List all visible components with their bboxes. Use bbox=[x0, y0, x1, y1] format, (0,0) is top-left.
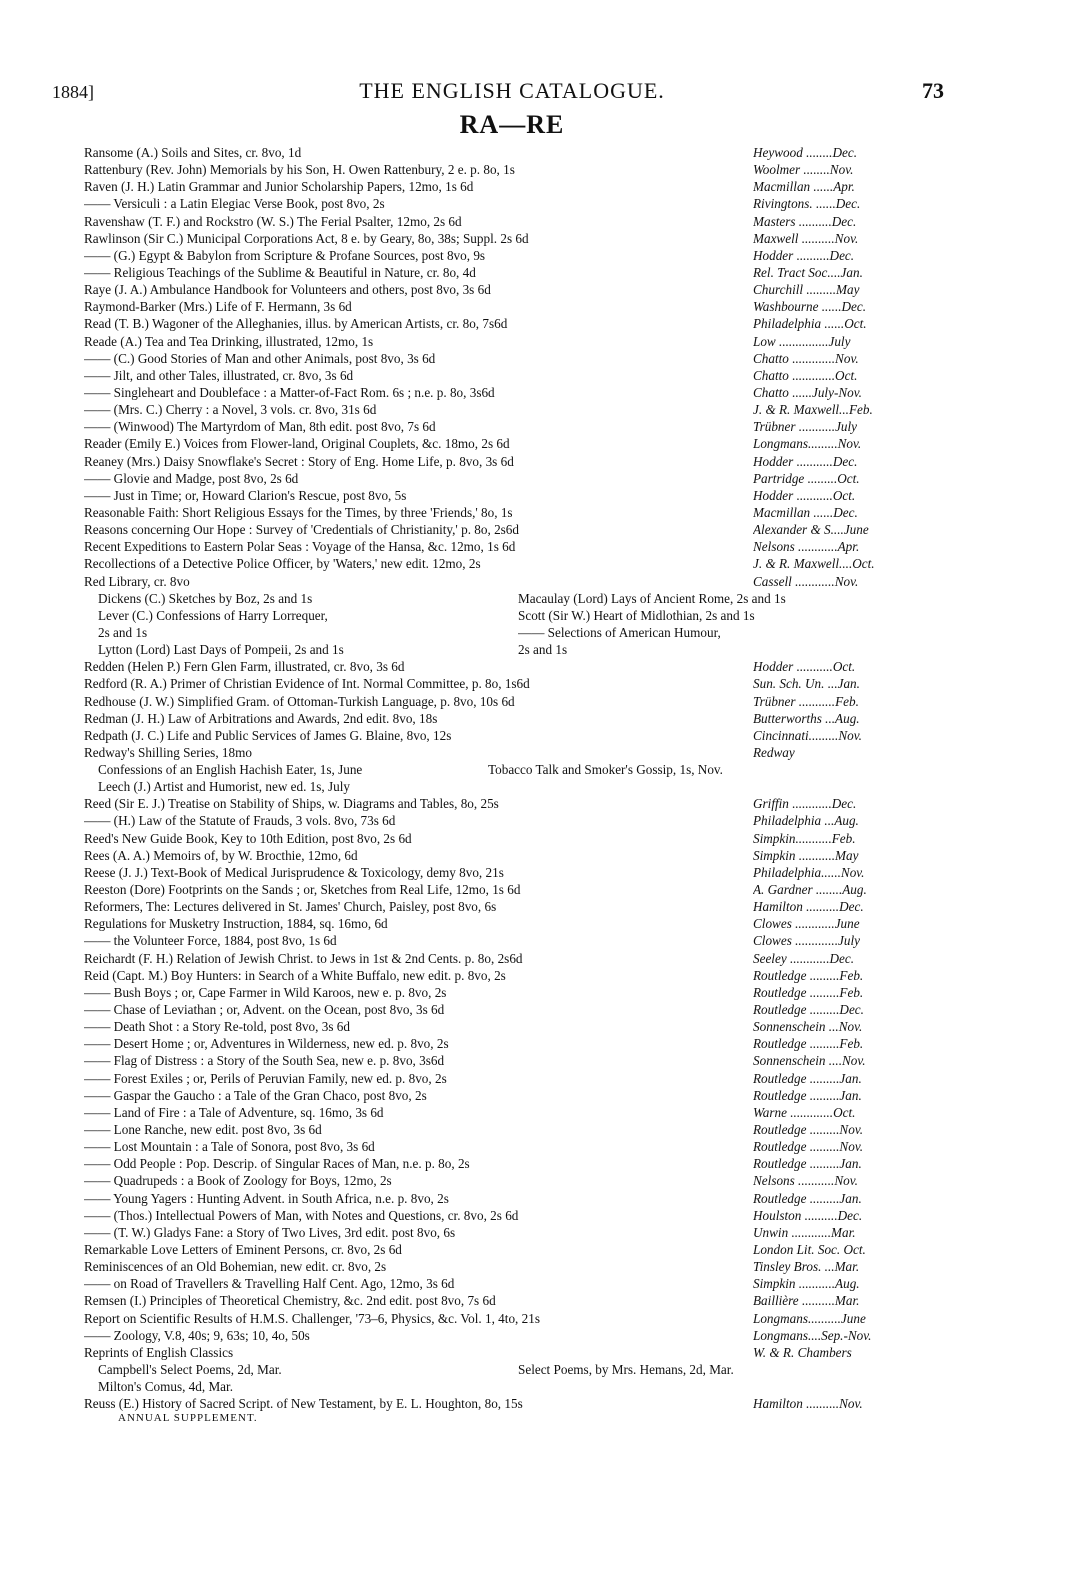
entry-publisher: Redway bbox=[753, 744, 795, 760]
entry-publisher: Routledge .........Feb. bbox=[753, 1036, 864, 1052]
entries-block-1 bbox=[84, 144, 940, 590]
entry-publisher: Sun. Sch. Un. ...Jan. bbox=[753, 676, 860, 692]
entry-title: —— (T. W.) Gladys Fane: a Story of Two Lives, 3rd edit. post 8vo, 6s bbox=[84, 1224, 456, 1240]
entry-publisher: Sonnenschein ....Nov. bbox=[753, 1053, 866, 1069]
catalogue-entry bbox=[84, 401, 940, 418]
entry-title: —— Singleheart and Doubleface : a Matter-of-Fact Rom. 6s ; n.e. p. 8o, 3s6d bbox=[84, 384, 495, 400]
entry-title: —— Jilt, and other Tales, illustrated, cr. 8vo, 3s 6d bbox=[84, 367, 354, 383]
entry-title: —— (Winwood) The Martyrdom of Man, 8th edit. post 8vo, 7s 6d bbox=[84, 419, 436, 435]
catalogue-entry bbox=[84, 1121, 940, 1138]
sub-entry-left: 2s and 1s bbox=[98, 624, 148, 640]
catalogue-entry bbox=[84, 573, 940, 590]
entry-title: Reid (Capt. M.) Boy Hunters: in Search of a White Buffalo, new edit. p. 8vo, 2s bbox=[84, 967, 506, 983]
catalogue-entry bbox=[84, 1258, 940, 1275]
catalogue-entry bbox=[84, 333, 940, 350]
catalogue-entry bbox=[84, 727, 940, 744]
entry-title: Redhouse (J. W.) Simplified Gram. of Ottoman-Turkish Language, p. 8vo, 10s 6d bbox=[84, 693, 515, 709]
page-title: THE ENGLISH CATALOGUE. bbox=[359, 78, 665, 103]
catalogue-entry bbox=[84, 555, 940, 572]
entry-publisher: Routledge .........Jan. bbox=[753, 1190, 862, 1206]
entry-title: —— Versiculi : a Latin Elegiac Verse Book, post 8vo, 2s bbox=[84, 196, 385, 212]
catalogue-entry bbox=[84, 1344, 940, 1361]
entry-title: Rees (A. A.) Memoirs of, by W. Brocthie, 12mo, 6d bbox=[84, 847, 358, 863]
catalogue-entry bbox=[84, 1310, 940, 1327]
entry-title: —— Just in Time; or, Howard Clarion's Rescue, post 8vo, 5s bbox=[84, 487, 407, 503]
entry-publisher: Tinsley Bros. ...Mar. bbox=[753, 1259, 860, 1275]
entry-publisher: Routledge .........Nov. bbox=[753, 1139, 863, 1155]
catalogue-entry bbox=[84, 281, 940, 298]
sub-entry-row bbox=[84, 624, 940, 641]
catalogue-entry bbox=[84, 932, 940, 949]
entry-title: Reader (Emily E.) Voices from Flower-land, Original Couplets, &c. 18mo, 2s 6d bbox=[84, 436, 510, 452]
entry-title: —— Quadrupeds : a Book of Zoology for Boys, 12mo, 2s bbox=[84, 1173, 392, 1189]
catalogue-entry bbox=[84, 213, 940, 230]
entry-title: —— (Thos.) Intellectual Powers of Man, with Notes and Questions, cr. 8vo, 2s 6d bbox=[84, 1207, 519, 1223]
entry-publisher: Routledge .........Feb. bbox=[753, 967, 864, 983]
entry-publisher: Routledge .........Jan. bbox=[753, 1087, 862, 1103]
page-header bbox=[52, 78, 944, 108]
catalogue-entry bbox=[84, 1224, 940, 1241]
entry-title: —— on Road of Travellers & Travelling Half Cent. Ago, 12mo, 3s 6d bbox=[84, 1276, 455, 1292]
catalogue-entry bbox=[84, 795, 940, 812]
catalogue-entry bbox=[84, 675, 940, 692]
catalogue-entry bbox=[84, 744, 940, 761]
sub-entry-left: Confessions of an English Hachish Eater, 1s, June bbox=[98, 762, 363, 778]
catalogue-entry bbox=[84, 161, 940, 178]
entry-publisher: Macmillan ......Dec. bbox=[753, 504, 858, 520]
page-year: 1884] bbox=[52, 82, 94, 102]
redway-series-list bbox=[84, 761, 940, 795]
catalogue-entry bbox=[84, 521, 940, 538]
entry-publisher: Hodder ..........Dec. bbox=[753, 247, 855, 263]
entry-publisher: Simpkin...........Feb. bbox=[753, 830, 856, 846]
sub-entry-left: Lytton (Lord) Last Days of Pompeii, 2s and 1s bbox=[98, 642, 344, 658]
catalogue-entry bbox=[84, 264, 940, 281]
entry-publisher: Houlston ..........Dec. bbox=[753, 1207, 863, 1223]
entry-publisher: London Lit. Soc. Oct. bbox=[753, 1242, 866, 1257]
catalogue-entry bbox=[84, 247, 940, 264]
entry-publisher: Rel. Tract Soc....Jan. bbox=[753, 264, 863, 280]
entry-title: —— (C.) Good Stories of Man and other Animals, post 8vo, 3s 6d bbox=[84, 350, 436, 366]
entry-publisher: Partridge .........Oct. bbox=[753, 470, 860, 486]
sub-entry-right: Select Poems, by Mrs. Hemans, 2d, Mar. bbox=[518, 1361, 734, 1377]
entry-publisher: Clowes ............June bbox=[753, 916, 860, 932]
entry-title: Reprints of English Classics bbox=[84, 1344, 234, 1360]
sub-entry-left: Campbell's Select Poems, 2d, Mar. bbox=[98, 1361, 282, 1377]
entry-title: Reeston (Dore) Footprints on the Sands ; or, Sketches from Real Life, 12mo, 1s 6d bbox=[84, 882, 521, 898]
sub-entry-row bbox=[84, 607, 940, 624]
entry-publisher: Churchill .........May bbox=[753, 282, 860, 298]
catalogue-entry bbox=[84, 830, 940, 847]
entry-publisher: Philadelphia......Nov. bbox=[753, 864, 865, 880]
catalogue-entry bbox=[84, 487, 940, 504]
entry-title: Redway's Shilling Series, 18mo bbox=[84, 744, 252, 760]
entry-publisher: Washbourne ......Dec. bbox=[753, 299, 867, 315]
catalogue-entry bbox=[84, 1104, 940, 1121]
entry-title: —— the Volunteer Force, 1884, post 8vo, 1s 6d bbox=[84, 933, 337, 949]
entry-publisher: A. Gardner ........Aug. bbox=[753, 882, 867, 898]
entry-publisher: Longmans..........June bbox=[753, 1310, 866, 1326]
catalogue-entry bbox=[84, 315, 940, 332]
catalogue-entry bbox=[84, 847, 940, 864]
entry-publisher: Cassell ............Nov. bbox=[753, 573, 859, 589]
entry-title: —— Zoology, V.8, 40s; 9, 63s; 10, 4o, 50s bbox=[84, 1327, 310, 1343]
catalogue-entry bbox=[84, 1035, 940, 1052]
entry-title: Rawlinson (Sir C.) Municipal Corporations Act, 8 e. by Geary, 8o, 38s; Suppl. 2s 6d bbox=[84, 230, 529, 246]
sub-entry-right: Macaulay (Lord) Lays of Ancient Rome, 2s and 1s bbox=[518, 590, 786, 606]
entry-title: Red Library, cr. 8vo bbox=[84, 573, 190, 589]
red-library-list bbox=[84, 590, 940, 659]
sub-entry-row bbox=[84, 590, 940, 607]
entry-publisher: Alexander & S....June bbox=[753, 522, 869, 538]
catalogue-entry bbox=[84, 898, 940, 915]
entry-title: Redford (R. A.) Primer of Christian Evidence of Int. Normal Committee, p. 8o, 1s6d bbox=[84, 676, 530, 692]
entry-publisher: Baillière ..........Mar. bbox=[753, 1293, 860, 1309]
entry-title: —— Bush Boys ; or, Cape Farmer in Wild Karoos, new e. p. 8vo, 2s bbox=[84, 984, 447, 1000]
entry-publisher: Hamilton ..........Dec. bbox=[753, 899, 864, 915]
sub-entry-right bbox=[518, 1378, 940, 1395]
entry-title: Redpath (J. C.) Life and Public Services of James G. Blaine, 8vo, 12s bbox=[84, 727, 452, 743]
sub-entry-right: Tobacco Talk and Smoker's Gossip, 1s, Nov. bbox=[488, 762, 723, 778]
catalogue-entry bbox=[84, 1241, 940, 1258]
entry-publisher: Clowes .............July bbox=[753, 933, 860, 949]
catalogue-entry bbox=[84, 693, 940, 710]
entry-publisher: Chatto .............Nov. bbox=[753, 350, 859, 366]
entry-publisher: Griffin ............Dec. bbox=[753, 796, 857, 812]
entry-publisher: Nelsons ...........Nov. bbox=[753, 1173, 858, 1189]
entry-title: Reasonable Faith: Short Religious Essays for the Times, by three 'Friends,' 8o, 1s bbox=[84, 504, 513, 520]
entry-title: —— Religious Teachings of the Sublime & Beautiful in Nature, cr. 8o, 4d bbox=[84, 264, 476, 280]
entry-publisher: Routledge .........Jan. bbox=[753, 1156, 862, 1172]
catalogue-entry bbox=[84, 1172, 940, 1189]
catalogue-entry bbox=[84, 1138, 940, 1155]
sub-entry-left: Lever (C.) Confessions of Harry Lorrequer, bbox=[98, 607, 328, 623]
entry-publisher: Routledge .........Nov. bbox=[753, 1122, 863, 1138]
entry-title: Raymond-Barker (Mrs.) Life of F. Hermann, 3s 6d bbox=[84, 299, 352, 315]
entry-title: Read (T. B.) Wagoner of the Alleghanies, illus. by American Artists, cr. 8o, 7s6d bbox=[84, 316, 508, 332]
catalogue-entry bbox=[84, 812, 940, 829]
catalogue-entry bbox=[84, 1155, 940, 1172]
entry-publisher: Sonnenschein ...Nov. bbox=[753, 1019, 863, 1035]
entry-title: —— Odd People : Pop. Descrip. of Singular Races of Man, n.e. p. 8o, 2s bbox=[84, 1156, 470, 1172]
entry-publisher: Routledge .........Feb. bbox=[753, 984, 864, 1000]
entry-publisher: Philadelphia ......Oct. bbox=[753, 316, 867, 332]
catalogue-entry bbox=[84, 178, 940, 195]
sub-entry-left: Milton's Comus, 4d, Mar. bbox=[98, 1379, 233, 1395]
entry-publisher: Butterworths ...Aug. bbox=[753, 710, 860, 726]
catalogue-entry bbox=[84, 230, 940, 247]
entry-publisher: J. & R. Maxwell...Feb. bbox=[753, 402, 873, 418]
entry-publisher: W. & R. Chambers bbox=[753, 1344, 852, 1360]
sub-entry-row bbox=[84, 1378, 940, 1395]
entry-publisher: Cincinnati.........Nov. bbox=[753, 727, 862, 743]
entry-title: —— Lone Ranche, new edit. post 8vo, 3s 6d bbox=[84, 1122, 322, 1138]
sub-entry-row bbox=[84, 1361, 940, 1378]
entry-publisher: Rivingtons. ......Dec. bbox=[753, 196, 861, 212]
entry-publisher: J. & R. Maxwell....Oct. bbox=[753, 556, 875, 572]
entry-title: Raven (J. H.) Latin Grammar and Junior Scholarship Papers, 12mo, 1s 6d bbox=[84, 179, 474, 195]
sub-entry-right: —— Selections of American Humour, bbox=[518, 624, 721, 640]
entry-title: Reichardt (F. H.) Relation of Jewish Christ. to Jews in 1st & 2nd Cents. p. 8o, 2s6d bbox=[84, 950, 523, 966]
sub-entry-row bbox=[84, 778, 940, 795]
entry-publisher: Longmans.........Nov. bbox=[753, 436, 862, 452]
sub-entry-left: Leech (J.) Artist and Humorist, new ed. 1s, July bbox=[98, 779, 350, 795]
entry-title: Ravenshaw (T. F.) and Rockstro (W. S.) The Ferial Psalter, 12mo, 2s 6d bbox=[84, 213, 462, 229]
entry-publisher: Chatto .............Oct. bbox=[753, 367, 858, 383]
entry-title: Regulations for Musketry Instruction, 1884, sq. 16mo, 6d bbox=[84, 916, 388, 932]
entry-title: Reed's New Guide Book, Key to 10th Edition, post 8vo, 2s 6d bbox=[84, 830, 412, 846]
entry-title: Recollections of a Detective Police Officer, by 'Waters,' new edit. 12mo, 2s bbox=[84, 556, 481, 572]
section-heading: RA—RE bbox=[459, 110, 565, 139]
entry-publisher: Hamilton ..........Nov. bbox=[753, 1396, 863, 1412]
catalogue-entry bbox=[84, 367, 940, 384]
entry-title: Raye (J. A.) Ambulance Handbook for Volunteers and others, post 8vo, 3s 6d bbox=[84, 282, 491, 298]
entry-publisher: Routledge .........Dec. bbox=[753, 1002, 864, 1018]
entry-title: —— (G.) Egypt & Babylon from Scripture & Profane Sources, post 8vo, 9s bbox=[84, 247, 486, 263]
page-number: 73 bbox=[922, 78, 944, 103]
entry-title: Redman (J. H.) Law of Arbitrations and Awards, 2nd edit. 8vo, 18s bbox=[84, 710, 438, 726]
entry-title: —— Forest Exiles ; or, Perils of Peruvian Family, new ed. p. 8vo, 2s bbox=[84, 1070, 447, 1086]
catalogue-entry bbox=[84, 538, 940, 555]
entry-title: Report on Scientific Results of H.M.S. Challenger, '73–6, Physics, &c. Vol. 1, 4to, 21s bbox=[84, 1310, 540, 1326]
catalogue-entry bbox=[84, 1207, 940, 1224]
catalogue-entry bbox=[84, 915, 940, 932]
entry-publisher: Trübner ...........Feb. bbox=[753, 693, 859, 709]
catalogue-entry bbox=[84, 418, 940, 435]
entry-title: Ransome (A.) Soils and Sites, cr. 8vo, 1d bbox=[84, 145, 302, 160]
entry-title: —— Chase of Leviathan ; or, Advent. on the Ocean, post 8vo, 3s 6d bbox=[84, 1002, 445, 1018]
entries-block-2 bbox=[84, 658, 940, 761]
entry-publisher: Hodder ...........Oct. bbox=[753, 487, 856, 503]
sub-entry-right: Scott (Sir W.) Heart of Midlothian, 2s and 1s bbox=[518, 607, 755, 623]
reprints-list bbox=[84, 1361, 940, 1395]
entry-publisher: Nelsons ............Apr. bbox=[753, 539, 860, 555]
sub-entry-row bbox=[84, 761, 940, 778]
entry-title: Reformers, The: Lectures delivered in St. James' Church, Paisley, post 8vo, 6s bbox=[84, 899, 497, 915]
catalogue-page bbox=[52, 78, 944, 1429]
sub-entry-right: 2s and 1s bbox=[518, 642, 568, 658]
entry-publisher: Chatto ......July-Nov. bbox=[753, 384, 862, 400]
catalogue-entry bbox=[84, 1395, 940, 1412]
catalogue-entry bbox=[84, 470, 940, 487]
entry-title: Reminiscences of an Old Bohemian, new edit. cr. 8vo, 2s bbox=[84, 1259, 387, 1275]
catalogue-entry bbox=[84, 1070, 940, 1087]
entry-publisher: Warne .............Oct. bbox=[753, 1104, 856, 1120]
entry-publisher: Hodder ...........Dec. bbox=[753, 453, 858, 469]
entry-publisher: Maxwell ..........Nov. bbox=[753, 230, 859, 246]
entry-title: —— Young Yagers : Hunting Advent. in South Africa, n.e. p. 8vo, 2s bbox=[84, 1190, 449, 1206]
sub-entry-row bbox=[84, 641, 940, 658]
entry-title: Remarkable Love Letters of Eminent Persons, cr. 8vo, 2s 6d bbox=[84, 1242, 402, 1257]
catalogue-entry bbox=[84, 1190, 940, 1207]
catalogue-entry bbox=[84, 984, 940, 1001]
catalogue-entry bbox=[84, 384, 940, 401]
entry-title: —— Flag of Distress : a Story of the South Sea, new e. p. 8vo, 3s6d bbox=[84, 1053, 445, 1069]
entry-title: —— Desert Home ; or, Adventures in Wilderness, new ed. p. 8vo, 2s bbox=[84, 1036, 449, 1052]
entries-block-4 bbox=[84, 1395, 940, 1412]
entry-title: Remsen (I.) Principles of Theoretical Chemistry, &c. 2nd edit. post 8vo, 7s 6d bbox=[84, 1293, 496, 1309]
catalogue-entry bbox=[84, 144, 940, 161]
entry-publisher: Masters ..........Dec. bbox=[753, 213, 857, 229]
entry-publisher: Heywood ........Dec. bbox=[753, 145, 858, 160]
entry-title: —— Land of Fire : a Tale of Adventure, sq. 16mo, 3s 6d bbox=[84, 1104, 384, 1120]
entry-publisher: Simpkin ...........Aug. bbox=[753, 1276, 860, 1292]
entry-title: Reasons concerning Our Hope : Survey of 'Credentials of Christianity,' p. 8o, 2s6d bbox=[84, 522, 519, 538]
catalogue-entry bbox=[84, 864, 940, 881]
entry-title: —— (Mrs. C.) Cherry : a Novel, 3 vols. cr. 8vo, 31s 6d bbox=[84, 402, 377, 418]
catalogue-entry bbox=[84, 1018, 940, 1035]
entry-publisher: Routledge .........Jan. bbox=[753, 1070, 862, 1086]
entry-title: —— Lost Mountain : a Tale of Sonora, post 8vo, 3s 6d bbox=[84, 1139, 375, 1155]
catalogue-entry bbox=[84, 881, 940, 898]
catalogue-entry bbox=[84, 967, 940, 984]
catalogue-entry bbox=[84, 1001, 940, 1018]
catalogue-entry bbox=[84, 950, 940, 967]
entry-publisher: Trübner ...........July bbox=[753, 419, 858, 435]
entry-title: Reed (Sir E. J.) Treatise on Stability of Ships, w. Diagrams and Tables, 8o, 25s bbox=[84, 796, 499, 812]
catalogue-entry bbox=[84, 1087, 940, 1104]
sub-entry-left: Dickens (C.) Sketches by Boz, 2s and 1s bbox=[98, 590, 313, 606]
catalogue-entry bbox=[84, 658, 940, 675]
entry-publisher: Hodder ...........Oct. bbox=[753, 659, 856, 675]
entry-list bbox=[84, 144, 940, 1412]
catalogue-entry bbox=[84, 453, 940, 470]
catalogue-entry bbox=[84, 1052, 940, 1069]
catalogue-entry bbox=[84, 435, 940, 452]
entry-title: Reade (A.) Tea and Tea Drinking, illustrated, 12mo, 1s bbox=[84, 333, 374, 349]
entry-title: Recent Expeditions to Eastern Polar Seas : Voyage of the Hansa, &c. 12mo, 1s 6d bbox=[84, 539, 516, 555]
catalogue-entry bbox=[84, 1275, 940, 1292]
entry-publisher: Longmans....Sep.-Nov. bbox=[753, 1327, 872, 1343]
catalogue-entry bbox=[84, 1292, 940, 1309]
entry-title: —— Glovie and Madge, post 8vo, 2s 6d bbox=[84, 470, 299, 486]
entries-block-3 bbox=[84, 795, 940, 1361]
entry-publisher: Woolmer ........Nov. bbox=[753, 162, 854, 178]
entry-title: Rattenbury (Rev. John) Memorials by his Son, H. Owen Rattenbury, 2 e. p. 8o, 1s bbox=[84, 162, 515, 178]
catalogue-entry bbox=[84, 195, 940, 212]
entry-publisher: Low ...............July bbox=[753, 333, 851, 349]
entry-title: —— (H.) Law of the Statute of Frauds, 3 vols. 8vo, 73s 6d bbox=[84, 813, 396, 829]
entry-publisher: Unwin ............Mar. bbox=[753, 1224, 856, 1240]
catalogue-entry bbox=[84, 298, 940, 315]
catalogue-entry bbox=[84, 710, 940, 727]
entry-title: —— Gaspar the Gaucho : a Tale of the Gran Chaco, post 8vo, 2s bbox=[84, 1087, 427, 1103]
page-footer: ANNUAL SUPPLEMENT. bbox=[118, 1412, 258, 1425]
entry-title: Reaney (Mrs.) Daisy Snowflake's Secret : Story of Eng. Home Life, p. 8vo, 3s 6d bbox=[84, 453, 514, 469]
entry-publisher: Macmillan ......Apr. bbox=[753, 179, 855, 195]
entry-title: —— Death Shot : a Story Re-told, post 8vo, 3s 6d bbox=[84, 1019, 350, 1035]
entry-publisher: Simpkin ...........May bbox=[753, 847, 859, 863]
entry-publisher: Philadelphia ...Aug. bbox=[753, 813, 859, 829]
entry-title: Reuss (E.) History of Sacred Script. of New Testament, by E. L. Houghton, 8o, 15s bbox=[84, 1396, 523, 1412]
catalogue-entry bbox=[84, 350, 940, 367]
entry-title: Reese (J. J.) Text-Book of Medical Jurisprudence & Toxicology, demy 8vo, 21s bbox=[84, 864, 504, 880]
entry-publisher: Seeley ............Dec. bbox=[753, 950, 855, 966]
entry-title: Redden (Helen P.) Fern Glen Farm, illustrated, cr. 8vo, 3s 6d bbox=[84, 659, 405, 675]
catalogue-entry bbox=[84, 1327, 940, 1344]
catalogue-entry bbox=[84, 504, 940, 521]
sub-entry-right bbox=[488, 778, 940, 795]
